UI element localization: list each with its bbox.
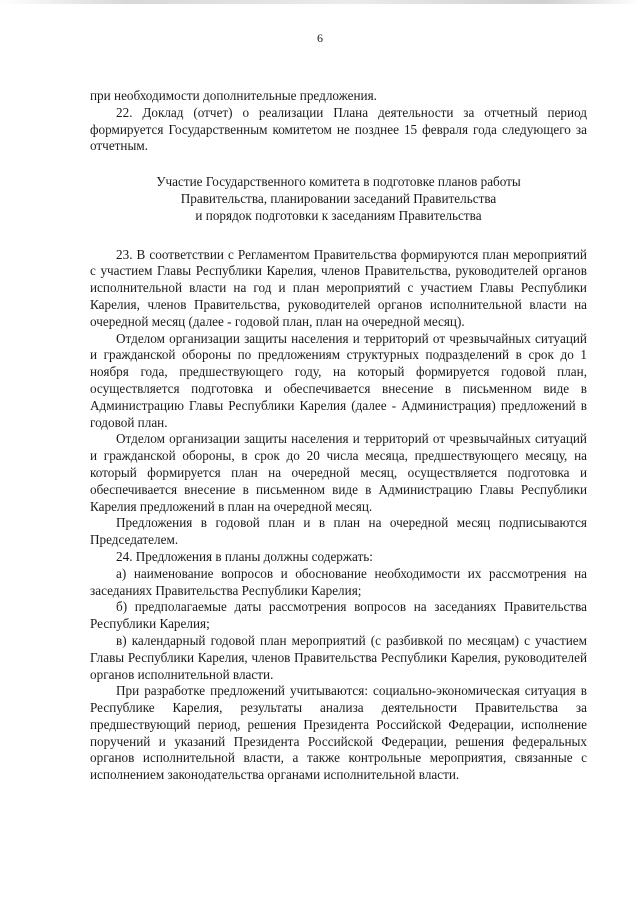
section-heading-line: Правительства, планировании заседаний Правительства (180, 190, 497, 206)
page-number: 6 (317, 31, 323, 45)
paragraph-monthly-plan-proposals: Отделом организации защиты населения и территорий от чрезвычайных ситуаций и гражданской обороны, в срок до 20 числа месяца, предшествующего месяцу, на который формируется план на очередной месяц, осуществляется подготовка и обеспечивается внесение в письменном виде в Администрацию Главы Республики Карелия предложений в план на очередной месяц. (90, 431, 587, 514)
list-item-a: а) наименование вопросов и обоснование необходимости их рассмотрения на заседаниях Правительства Республики Карелия; (90, 565, 587, 598)
section-heading (118, 174, 559, 224)
paragraph-considerations: При разработке предложений учитываются: социально-экономическая ситуация в Республике Карелия, результаты анализа деятельности Правительства за предшествующий период, решения Президента Российской Федерации, исполнение поручений и указаний Президента Российской Федерации, решения федеральных органов исполнительной власти, а также контрольные мероприятия, связанные с исполнением законодательства органами исполнительной власти. (90, 683, 587, 783)
paragraph-annual-plan-proposals: Отделом организации защиты населения и территорий от чрезвычайных ситуаций и гражданской обороны по предложениям структурных подразделений в срок до 1 ноября года, предшествующего году, на который формируется годовой план, осуществляется подготовка и обеспечивается внесение в письменном виде в Администрацию Главы Республики Карелия (далее - Администрация) предложений в годовой план. (90, 330, 587, 430)
paragraph-continuation: при необходимости дополнительные предложения. (90, 88, 377, 103)
section-heading-line: Участие Государственного комитета в подготовке планов работы (156, 174, 521, 190)
list-item-v: в) календарный годовой план мероприятий (с разбивкой по месяцам) с участием Главы Республики Карелия, членов Правительства Республики Карелия, руководителей органов исполнительной власти. (90, 632, 587, 682)
paragraph-22: 22. Доклад (отчет) о реализации Плана деятельности за отчетный период формируется Государственным комитетом не позднее 15 февраля года следующего за отчетным. (90, 104, 587, 154)
paragraph-23: 23. В соответствии с Регламентом Правительства формируются план мероприятий с участием Главы Республики Карелия, членов Правительства, руководителей органов исполнительной власти на год и план мероприятий с участием Главы Республики Карелия, членов Правительства, руководителей органов исполнительной власти на очередной месяц (далее - годовой план, план на очередной месяц). (90, 246, 587, 329)
scan-top-edge (0, 0, 640, 4)
paragraph-24: 24. Предложения в планы должны содержать: (116, 548, 373, 564)
list-item-b: б) предполагаемые даты рассмотрения вопросов на заседаниях Правительства Республики Карелия; (90, 599, 587, 632)
document-body (90, 88, 587, 784)
section-heading-line: и порядок подготовки к заседаниям Правительства (195, 207, 482, 223)
paragraph-signing: Предложения в годовой план и в план на очередной месяц подписываются Председателем. (90, 515, 587, 548)
